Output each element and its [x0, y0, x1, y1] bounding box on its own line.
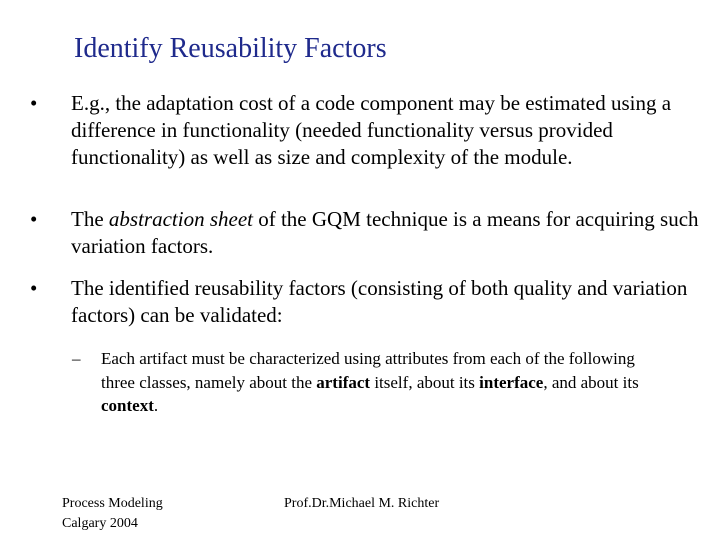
bullet-marker: •	[30, 91, 38, 115]
footer-left-line1: Process Modeling	[62, 496, 163, 511]
bullet-2-pre: The	[71, 207, 109, 231]
sub-bullet-text-part: Each artifact must be characterized using attributes from each of the following three classes, namely about the	[101, 349, 635, 392]
sub-bullet-text-part: , and about its	[543, 372, 639, 392]
bullet-2-text	[71, 206, 701, 260]
sub-bullet-marker: –	[72, 349, 81, 368]
sub-bullet-1-text	[101, 347, 661, 418]
bullet-2-post: of the GQM technique is a means for acquiring such variation factors.	[71, 207, 699, 258]
footer-left-line2: Calgary 2004	[62, 516, 138, 531]
sub-bullet-bold-context: context	[101, 396, 154, 415]
bullet-2-emphasis: abstraction sheet	[108, 207, 253, 231]
sub-bullet-bold-interface: interface	[479, 372, 544, 392]
sub-bullet-text-part: itself, about its	[370, 372, 480, 392]
slide-title: Identify Reusability Factors	[74, 33, 387, 64]
footer-center: Prof.Dr.Michael M. Richter	[284, 496, 440, 511]
bullet-1-text: E.g., the adaptation cost of a code component may be estimated using a difference in functionality (needed functionality versus provided functionality) as well as size and complexity of the module.	[71, 91, 672, 169]
bullet-marker: •	[30, 276, 38, 300]
sub-bullet-bold-artifact: artifact	[316, 372, 371, 392]
bullet-3-text: The identified reusability factors (consisting of both quality and variation factors) can be validated:	[71, 276, 688, 327]
footer-left	[62, 494, 163, 534]
bullet-marker: •	[30, 207, 38, 231]
sub-bullet-text-part: .	[153, 396, 159, 415]
